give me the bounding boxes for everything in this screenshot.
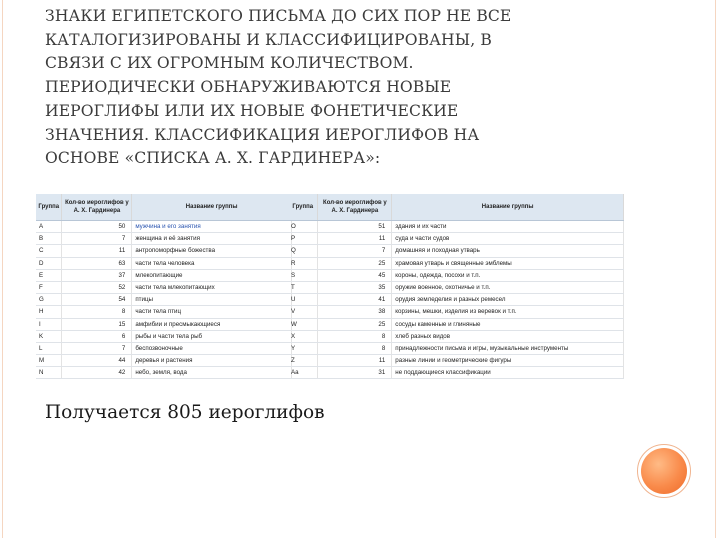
name-cell: деревья и растения (132, 355, 292, 367)
table-row (288, 221, 624, 233)
group-cell: X (288, 330, 318, 342)
group-cell: D (36, 257, 62, 269)
name-cell: хлеб разных видов (392, 330, 624, 342)
table-row (288, 318, 624, 330)
group-cell: H (36, 306, 62, 318)
table-row (36, 269, 292, 281)
name-cell: амфибии и пресмыкающиеся (132, 318, 292, 330)
count-cell: 35 (318, 281, 392, 293)
name-cell: беспозвоночные (132, 342, 292, 354)
name-cell: разные линии и геометрические фигуры (392, 355, 624, 367)
title-line: КАТАЛОГИЗИРОВАНЫ И КЛАССИФИЦИРОВАНЫ, В (45, 30, 492, 49)
table-row (288, 355, 624, 367)
table-row (36, 233, 292, 245)
table-row (288, 245, 624, 257)
table-row (36, 367, 292, 379)
name-cell: мужчина и его занятия (132, 221, 292, 233)
title-line: ЗНАЧЕНИЯ. КЛАССИФИКАЦИЯ ИЕРОГЛИФОВ НА (45, 125, 480, 144)
count-cell: 41 (318, 294, 392, 306)
header-group: Группа (288, 194, 318, 221)
group-cell: M (36, 355, 62, 367)
title-line: ЗНАКИ ЕГИПЕТСКОГО ПИСЬМА ДО СИХ ПОР НЕ ВСЕ (45, 7, 512, 25)
name-cell: птицы (132, 294, 292, 306)
group-cell: Aa (288, 367, 318, 379)
table-row (288, 306, 624, 318)
group-cell: K (36, 330, 62, 342)
caption-total: Получается 805 иероглифов (45, 402, 325, 423)
name-cell: орудия земледелия и разных ремесел (392, 294, 624, 306)
table-row (288, 257, 624, 269)
decorative-orange-circle (641, 448, 687, 494)
header-count: Кол-во иероглифов у А. Х. Гардинера (62, 194, 132, 221)
name-cell: храмовая утварь и священные эмблемы (392, 257, 624, 269)
table-row (288, 330, 624, 342)
count-cell: 63 (62, 257, 132, 269)
count-cell: 7 (62, 233, 132, 245)
group-cell: L (36, 342, 62, 354)
count-cell: 51 (318, 221, 392, 233)
count-cell: 44 (62, 355, 132, 367)
table-row (36, 294, 292, 306)
count-cell: 50 (62, 221, 132, 233)
name-cell: не поддающиеся классификации (392, 367, 624, 379)
header-name: Название группы (392, 194, 624, 221)
name-cell: домашняя и походная утварь (392, 245, 624, 257)
name-cell: женщина и её занятия (132, 233, 292, 245)
count-cell: 37 (62, 269, 132, 281)
group-cell: R (288, 257, 318, 269)
table-header-row (36, 194, 292, 221)
count-cell: 8 (318, 330, 392, 342)
title-line: ОСНОВЕ «СПИСКА А. Х. ГАРДИНЕРА»: (45, 149, 381, 168)
group-cell: Q (288, 245, 318, 257)
name-cell: части тела человека (132, 257, 292, 269)
count-cell: 25 (318, 257, 392, 269)
group-cell: G (36, 294, 62, 306)
title-line: ПЕРИОДИЧЕСКИ ОБНАРУЖИВАЮТСЯ НОВЫЕ (45, 78, 452, 97)
group-cell: I (36, 318, 62, 330)
slide-title (45, 5, 635, 171)
name-cell: здания и их части (392, 221, 624, 233)
name-cell: части тела млекопитающих (132, 281, 292, 293)
count-cell: 6 (62, 330, 132, 342)
table-header-row (288, 194, 624, 221)
table-row (36, 221, 292, 233)
count-cell: 8 (62, 306, 132, 318)
table-row (36, 342, 292, 354)
table-row (36, 355, 292, 367)
name-cell: млекопитающие (132, 269, 292, 281)
name-cell: антропоморфные божества (132, 245, 292, 257)
table-row (288, 294, 624, 306)
group-cell: B (36, 233, 62, 245)
name-cell: части тела птиц (132, 306, 292, 318)
header-group: Группа (36, 194, 62, 221)
count-cell: 11 (318, 233, 392, 245)
title-line: ИЕРОГЛИФЫ ИЛИ ИХ НОВЫЕ ФОНЕТИЧЕСКИЕ (45, 101, 459, 120)
table-left (36, 194, 292, 379)
group-cell: Z (288, 355, 318, 367)
count-cell: 25 (318, 318, 392, 330)
name-cell: короны, одежда, посохи и т.п. (392, 269, 624, 281)
name-cell: сосуды каменные и глиняные (392, 318, 624, 330)
count-cell: 11 (62, 245, 132, 257)
table-row (288, 233, 624, 245)
table-row (36, 257, 292, 269)
group-cell: N (36, 367, 62, 379)
count-cell: 52 (62, 281, 132, 293)
group-cell: Y (288, 342, 318, 354)
count-cell: 45 (318, 269, 392, 281)
group-cell: O (288, 221, 318, 233)
table-row (36, 281, 292, 293)
name-cell: рыбы и части тела рыб (132, 330, 292, 342)
group-cell: E (36, 269, 62, 281)
hieroglyph-classification-table (36, 194, 624, 380)
count-cell: 7 (318, 245, 392, 257)
group-cell: S (288, 269, 318, 281)
group-cell: U (288, 294, 318, 306)
group-cell: T (288, 281, 318, 293)
count-cell: 7 (62, 342, 132, 354)
title-line: СВЯЗИ С ИХ ОГРОМНЫМ КОЛИЧЕСТВОМ. (45, 54, 414, 73)
name-cell: суда и части судов (392, 233, 624, 245)
table-row (288, 281, 624, 293)
group-cell: F (36, 281, 62, 293)
table-row (288, 269, 624, 281)
count-cell: 31 (318, 367, 392, 379)
table-row (288, 342, 624, 354)
name-cell: оружие военное, охотничье и т.п. (392, 281, 624, 293)
count-cell: 15 (62, 318, 132, 330)
group-cell: P (288, 233, 318, 245)
table-row (288, 367, 624, 379)
group-cell: A (36, 221, 62, 233)
group-cell: W (288, 318, 318, 330)
table-row (36, 318, 292, 330)
name-cell: небо, земля, вода (132, 367, 292, 379)
table-row (36, 330, 292, 342)
table-right (288, 194, 624, 379)
group-cell: C (36, 245, 62, 257)
name-cell: корзины, мешки, изделия из веревок и т.п. (392, 306, 624, 318)
count-cell: 38 (318, 306, 392, 318)
header-count: Кол-во иероглифов у А. Х. Гардинера (318, 194, 392, 221)
table-row (36, 245, 292, 257)
group-cell: V (288, 306, 318, 318)
count-cell: 42 (62, 367, 132, 379)
count-cell: 54 (62, 294, 132, 306)
table-row (36, 306, 292, 318)
header-name: Название группы (132, 194, 292, 221)
count-cell: 11 (318, 355, 392, 367)
count-cell: 8 (318, 342, 392, 354)
name-cell: принадлежности письма и игры, музыкальные инструменты (392, 342, 624, 354)
